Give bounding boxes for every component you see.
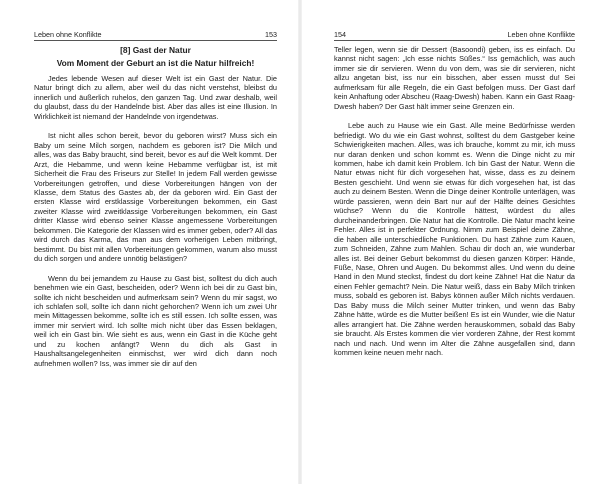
page-number: 154	[334, 30, 346, 39]
chapter-title: [8] Gast der Natur	[120, 45, 191, 55]
left-page	[0, 0, 297, 484]
paragraph: Lebe auch zu Hause wie ein Gast. Alle meine Bedürfnisse werden befriedigt. Wo du wie ein Gast wohnst, solltest du dem Gastgeber keine Schwierigkeiten machen. Alles, was ich brauche, kommt zu mir, ich muss nur daran denken und schon kommt es. Wenn die Dinge nicht zu mir kommen, habe ich damit kein Problem. Ich bin Gast der Natur. Wenn die Natur etwas nicht für dich vorgesehen hat, wisse, dass es zu deinem Besten geschieht. Und wenn sie etwas für dich vorgesehen hat, ist das auch zu deinem Besten. Wenn die Dinge deiner Kontrolle unterlägen, was würde passieren, wenn dein Bart nur auf der Hälfte deines Gesichtes wüchse? Wenn du die Kontrolle hättest, würdest du alles durcheinanderbringen. Die Natur hat die Kontrolle. Die Natur macht keine Fehler. Alles ist in perfekter Ordnung. Nimm zum Beispiel deine Zähne, die haben alle unterschiedliche Funktionen. Du hast Zähne zum Kauen, zum Schneiden, Zähne zum Mahlen. Schau dir doch an, wie wunderbar alles ist. Bei deiner Geburt bekommst du diesen ganzen Körper: Hände, Füße, Nase, Ohren und Augen. Du bekommst alles. Und wenn du deine Hand in den Mund steckst, findest du dort keine Zähne! Hat die Natur da einen Fehler gemacht? Nein. Die Natur weiß, dass ein Baby Milch trinken muss, sobald es geboren ist. Babys können außer Milch nichts verdauen. Das Baby muss die Milch seiner Mutter trinken, und wenn das Baby Zähne hätte, würde es die Mutter beißen! Es ist ein Wunder, wie die Natur alles arrangiert hat. Die Zähne werden herauskommen, sobald das Baby sie braucht. Als Erstes kommen die vier vorderen Zähne, der Rest kommt nach und nach. Und wenn im Alter die Zähne ausgefallen sind, dann kommen keine neuen mehr nach.	[334, 121, 575, 358]
running-title: Leben ohne Konflikte	[34, 30, 102, 39]
paragraph: Wenn du bei jemandem zu Hause zu Gast bist, solltest du dich auch benehmen wie ein Gast, bescheiden, oder? Wenn ich bei dir zu Gast bin, sollte ich nicht bescheiden und aufmerksam sein? Wenn du mir sagst, wo ich schlafen soll, sollte ich dann nicht gehorchen? Wenn ich um zwei Uhr mein Mittagessen bekomme, sollte ich es still essen. Ich sollte essen, was immer mir serviert wird. Ich sollte mich nicht über das Essen beklagen, weil ich ein Gast bin. Wie sieht es aus, wenn ein Gast in die Küche geht und zu kochen anfängt? Wenn du dich als Gast in Haushaltsangelegenheiten einmischst, wer wird dich dann noch aufnehmen wollen? Iss, was immer sie dir auf den	[34, 273, 277, 368]
page-number: 153	[265, 30, 277, 39]
paragraph: Teller legen, wenn sie dir Dessert (Basoondi) geben, iss es einfach. Du kannst nicht sagen: „Ich esse nichts Süßes.“ Iss gemächlich, was auch immer sie dir servieren. Wenn du von dem, was sie dir servieren, nicht allzu angetan bist, iss nur ein bisschen, aber essen musst du! Sei aufmerksam für alle Regeln, die ein Gast befolgen muss. Der Gast darf kein Anhaftung oder Abscheu (Raag-Dwesh) haben. Kann ein Gast Raag-Dwesh haben? Der Gast hält immer seine Grenzen ein.	[334, 45, 575, 111]
running-title: Leben ohne Konflikte	[507, 30, 575, 39]
paragraph: Ist nicht alles schon bereit, bevor du geboren wirst? Muss sich ein Baby um seine Milch sorgen, nachdem es geboren ist? Die Milch und alles, was das Baby braucht, sind bereit, bevor es auf die Welt kommt. Der Arzt, die Hebamme, und wenn keine Hebamme verfügbar ist, ist mit Sicherheit die Frau des Friseurs zur Stelle! In jedem Fall werden gewisse Vorbereitungen getroffen, und diese Vorbereitungen hängen von der Klasse, dem Status des Gastes ab, der da geboren wird. Ein Gast der ersten Klasse wird erstklassige Vorbereitungen bekommen, ein Gast zweiter Klasse wird zweitklassige Vorbereitungen bekommen, ein Gast dritter Klasse wird ebenso seiner Klasse angemessene Vorbereitungen bekommen. Die Kategorie der Klassen wird es immer geben, oder? All das wird durch das Karma, das man aus dem vorherigen Leben mitbringt, bestimmt. Du bist mit allen Vorbereitungen gekommen, warum also musst du dich sorgen und andere unnötig belästigen?	[34, 131, 277, 264]
paragraph: Jedes lebende Wesen auf dieser Welt ist ein Gast der Natur. Die Natur bringt dich zu allem, aber weil du das nicht verstehst, bleibst du innerlich und äußerlich ruhelos, den ganzen Tag. Und zwar deshalb, weil du glaubst, dass du der Handelnde bist. Aber das alles ist eine Illusion. In Wirklichkeit ist niemand der Handelnde von irgendetwas.	[34, 74, 277, 121]
running-header-left	[34, 30, 277, 41]
running-header-right	[334, 30, 575, 41]
right-page	[302, 0, 599, 484]
chapter-subtitle: Vom Moment der Geburt an ist die Natur hilfreich!	[56, 58, 255, 68]
